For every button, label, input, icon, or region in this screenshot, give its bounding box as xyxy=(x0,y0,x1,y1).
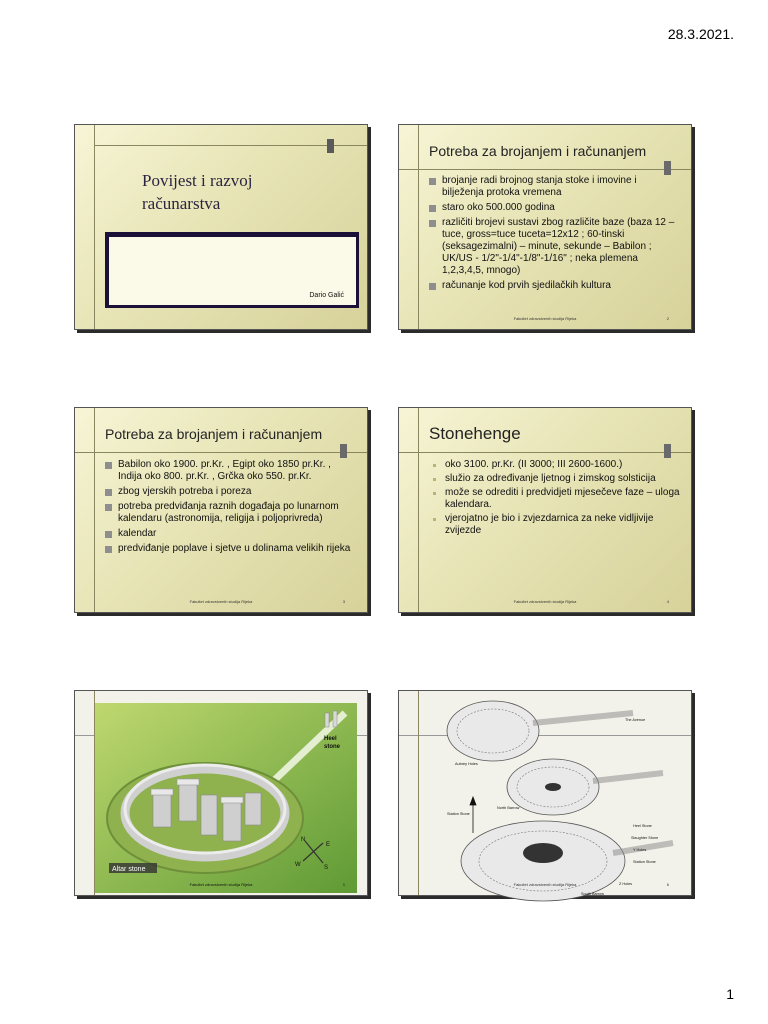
list-item: brojanje radi brojnog stanja stoke i imovine i bilježenja protoka vremena xyxy=(429,175,681,199)
label-station-stone-2: Station Stone xyxy=(633,860,656,864)
label-station-stone: Station Stone xyxy=(447,812,470,816)
slide-title: Potreba za brojanjem i računanjem xyxy=(105,426,323,442)
title-bar xyxy=(109,232,359,308)
bullet-list xyxy=(105,459,357,558)
list-item: zbog vjerskih potreba i poreza xyxy=(105,486,357,498)
list-item: služio za određivanje ljetnog i zimskog solsticija xyxy=(429,473,681,485)
slide-2 xyxy=(398,124,692,330)
compass-w: W xyxy=(295,862,301,868)
altar-stone-label: Altar stone xyxy=(112,866,146,873)
slide-number: 6 xyxy=(666,882,669,887)
slide-number: 4 xyxy=(666,599,669,604)
list-item: vjerojatno je bio i zvjezdarnica za neke vidljivije zvijezde xyxy=(429,513,681,537)
list-item: Babilon oko 1900. pr.Kr. , Egipt oko 1850 pr.Kr. , Indija oko 800. pr.Kr. , Grčka oko 550. pr.Kr. xyxy=(105,459,357,483)
bullet-list xyxy=(429,175,681,295)
slide-footer: Fakultet zdravstvenih studija Rijeka xyxy=(189,599,253,604)
page-date: 28.3.2021. xyxy=(667,26,734,42)
slide-3 xyxy=(74,407,368,613)
compass-e: E xyxy=(326,842,331,848)
slide-1-title xyxy=(74,124,368,330)
stonehenge-illustration xyxy=(95,703,357,893)
slide-4 xyxy=(398,407,692,613)
label-y-holes: Y Holes xyxy=(633,848,647,852)
label-aubrey-holes: Aubrey Holes xyxy=(455,762,478,766)
list-item: može se odrediti i predvidjeti mjesečeve faze – uloga kalendara. xyxy=(429,487,681,511)
label-the-avenue: The Avenue xyxy=(625,718,646,722)
list-item: kalendar xyxy=(105,528,357,540)
list-item: potreba predviđanja raznih događaja po lunarnom kalendaru (astronomija, religija i poljoprivreda) xyxy=(105,501,357,525)
author-name: Dario Galić xyxy=(309,292,344,299)
list-item: računanje kod prvih sjedilačkih kultura xyxy=(429,280,681,292)
list-item: staro oko 500.000 godina xyxy=(429,202,681,214)
slide-number: 3 xyxy=(342,599,345,604)
slide-title: Potreba za brojanjem i računanjem xyxy=(429,143,647,159)
slide-6 xyxy=(398,690,692,896)
slide-number: 5 xyxy=(342,882,345,887)
label-north-barrow: North Barrow xyxy=(497,806,520,810)
list-item: predviđanje poplave i sjetve u dolinama velikih rijeka xyxy=(105,543,357,555)
stonehenge-phases-drawing xyxy=(433,693,683,896)
bullet-list xyxy=(429,459,681,539)
label-south-barrow: South Barrow xyxy=(581,892,605,896)
slide-footer: Fakultet zdravstvenih studija Rijeka xyxy=(189,882,253,887)
compass-s: S xyxy=(324,865,329,871)
slide-number: 2 xyxy=(666,316,669,321)
page-number: 1 xyxy=(726,986,734,1002)
label-z-holes: Z Holes xyxy=(619,882,633,886)
label-slaughter-stone: Slaughter Stone xyxy=(631,836,659,840)
presentation-title: Povijest i razvoj računarstva xyxy=(142,171,253,213)
compass-n: N xyxy=(301,837,306,843)
list-item: različiti brojevi sustavi zbog različite baze (baza 12 – tuce, gross=tuce tuceta=12x12 ; 60-tinski (seksagezimalni) – minute, sekunde – Babilon ; UK/US - 1/2"-1/4"-1/8"-1/16" ; neka plemena 1,2,3,4,5, mnogo) xyxy=(429,217,681,277)
heel-stone-label: Heel xyxy=(324,736,337,742)
slide-footer: Fakultet zdravstvenih studija Rijeka xyxy=(513,599,577,604)
slide-5 xyxy=(74,690,368,896)
list-item: oko 3100. pr.Kr. (II 3000; III 2600-1600.) xyxy=(429,459,681,471)
heel-stone-label-2: stone xyxy=(324,744,341,750)
label-heel-stone: Heel Stone xyxy=(633,824,652,828)
slide-footer: Fakultet zdravstvenih studija Rijeka xyxy=(513,316,577,321)
slide-footer: Fakultet zdravstvenih studija Rijeka xyxy=(513,882,577,887)
slide-title: Stonehenge xyxy=(429,424,521,443)
